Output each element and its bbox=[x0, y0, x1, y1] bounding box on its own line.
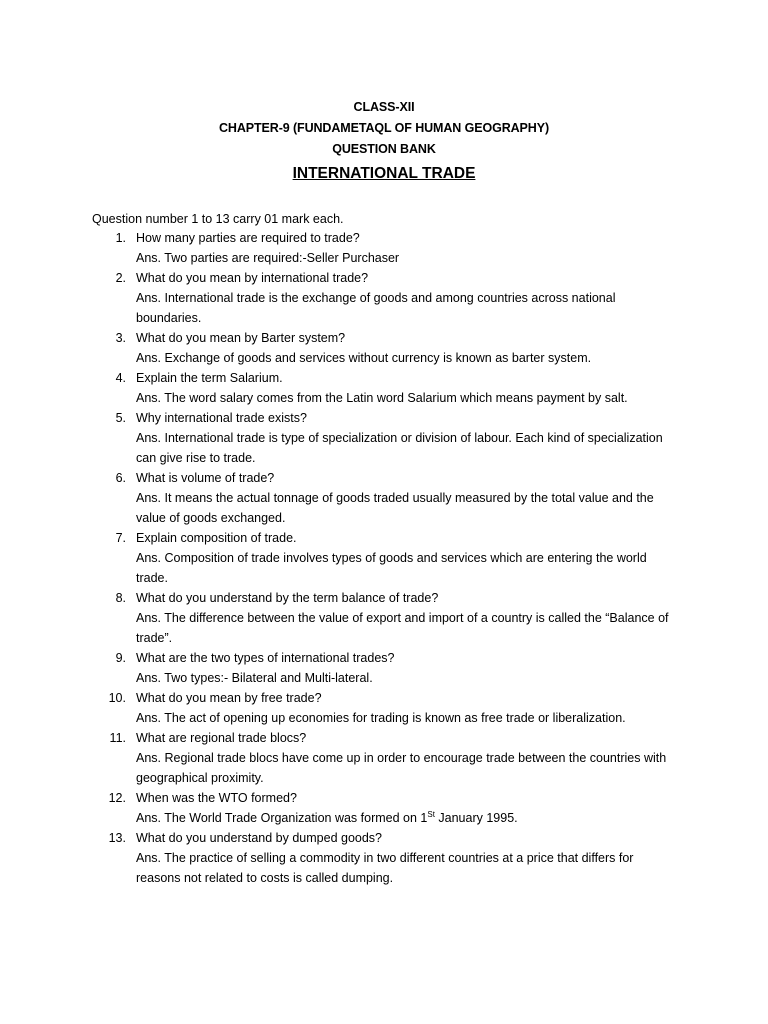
question-text: What do you understand by dumped goods? bbox=[136, 831, 383, 845]
answer-text-tail: January 1995. bbox=[434, 811, 518, 825]
question-text: What do you mean by Barter system? bbox=[136, 331, 346, 345]
question-text: What do you mean by free trade? bbox=[136, 691, 322, 705]
question-text: What do you mean by international trade? bbox=[136, 271, 369, 285]
question-text: What is volume of trade? bbox=[136, 471, 275, 485]
intro-text: Question number 1 to 13 carry 01 mark each. bbox=[92, 212, 344, 226]
answer-text-main: Ans. The World Trade Organization was formed on 1 bbox=[136, 811, 428, 825]
question-number: 9. bbox=[115, 651, 126, 665]
class-line: CLASS-XII bbox=[353, 100, 415, 114]
question-text: Explain composition of trade. bbox=[136, 531, 297, 545]
question-text: What do you understand by the term balance of trade? bbox=[136, 591, 439, 605]
answer-text: Ans. Two types:- Bilateral and Multi-lateral. bbox=[136, 671, 373, 685]
answer-text: Ans. The act of opening up economies for trading is known as free trade or liberalization. bbox=[136, 711, 626, 725]
answer-text: Ans. The difference between the value of export and import of a country is called the “Balance of trade”. bbox=[136, 611, 669, 645]
answer-text: Ans. The word salary comes from the Latin word Salarium which means payment by salt. bbox=[136, 391, 628, 405]
question-item-8 bbox=[0, 588, 768, 648]
answer-text: Ans. International trade is the exchange of goods and among countries across national boundaries. bbox=[136, 291, 616, 325]
question-item-5 bbox=[0, 408, 768, 468]
question-list bbox=[0, 228, 768, 888]
question-number: 4. bbox=[115, 371, 126, 385]
question-number: 11. bbox=[109, 731, 126, 745]
question-number: 5. bbox=[115, 411, 126, 425]
question-item-9 bbox=[0, 648, 768, 688]
question-item-11 bbox=[0, 728, 768, 788]
question-number: 13. bbox=[108, 831, 126, 845]
question-text: What are regional trade blocs? bbox=[136, 731, 307, 745]
question-item-7 bbox=[0, 528, 768, 588]
question-number: 8. bbox=[115, 591, 126, 605]
question-item-10 bbox=[0, 688, 768, 728]
answer-text: Ans. Exchange of goods and services without currency is known as barter system. bbox=[136, 351, 592, 365]
ordinal-superscript: St bbox=[427, 809, 435, 819]
question-item-13 bbox=[0, 828, 768, 888]
question-number: 6. bbox=[115, 471, 126, 485]
document-title: INTERNATIONAL TRADE bbox=[292, 165, 476, 182]
document-header bbox=[0, 97, 768, 186]
question-text: When was the WTO formed? bbox=[136, 791, 297, 805]
question-number: 3. bbox=[115, 331, 126, 345]
question-item-4 bbox=[0, 368, 768, 408]
question-item-3 bbox=[0, 328, 768, 368]
answer-text: Ans. International trade is type of specialization or division of labour. Each kind of specialization can give rise to trade. bbox=[136, 431, 663, 465]
question-text: How many parties are required to trade? bbox=[136, 231, 360, 245]
answer-text: Ans. Composition of trade involves types of goods and services which are entering the world trade. bbox=[136, 551, 647, 585]
question-text: Explain the term Salarium. bbox=[136, 371, 283, 385]
answer-text: Ans. It means the actual tonnage of goods traded usually measured by the total value and the value of goods exchanged. bbox=[136, 491, 654, 525]
question-item-2 bbox=[0, 268, 768, 328]
question-text: What are the two types of international trades? bbox=[136, 651, 395, 665]
question-item-6 bbox=[0, 468, 768, 528]
answer-text: Ans. The practice of selling a commodity in two different countries at a price that differs for reasons not related to costs is called dumping. bbox=[136, 851, 634, 885]
answer-text: Ans. Regional trade blocs have come up in order to encourage trade between the countries with geographical proximity. bbox=[136, 751, 667, 785]
chapter-line: CHAPTER-9 (FUNDAMETAQL OF HUMAN GEOGRAPHY) bbox=[218, 121, 550, 135]
question-text: Why international trade exists? bbox=[136, 411, 307, 425]
question-item-12 bbox=[0, 788, 768, 828]
question-number: 7. bbox=[115, 531, 126, 545]
question-number: 2. bbox=[115, 271, 126, 285]
question-number: 12. bbox=[108, 791, 126, 805]
answer-text: Ans. Two parties are required:-Seller Purchaser bbox=[136, 251, 400, 265]
question-item-1 bbox=[0, 228, 768, 268]
question-number: 10. bbox=[108, 691, 126, 705]
answer-text bbox=[136, 808, 680, 828]
question-bank-line: QUESTION BANK bbox=[332, 142, 436, 156]
question-number: 1. bbox=[115, 231, 126, 245]
